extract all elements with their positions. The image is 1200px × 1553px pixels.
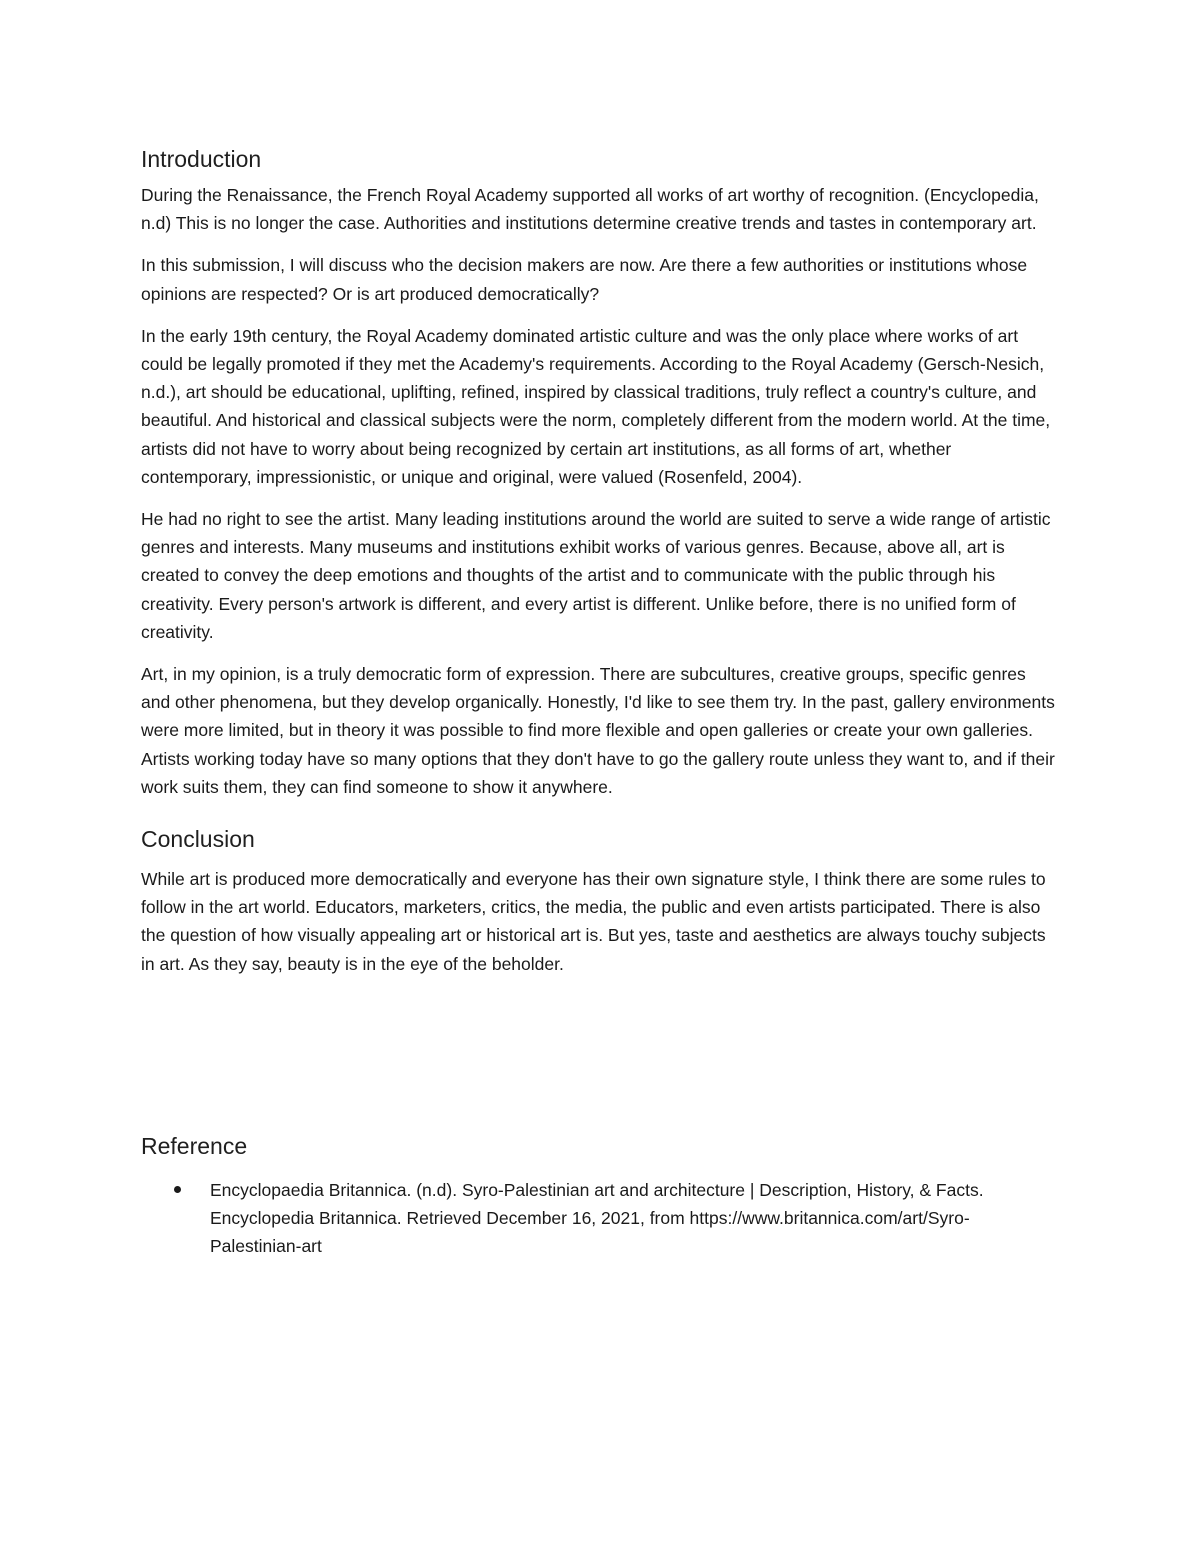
reference-list-item [141,1176,1056,1261]
reference-text: Encyclopaedia Britannica. (n.d). Syro-Palestinian art and architecture | Description, History, & Facts. Encyclopedia Britannica. Retrieved December 16, 2021, from https://www.britannica.com/art/Syro-Palestinian-art [210,1179,984,1257]
conclusion-paragraph: While art is produced more democratically and everyone has their own signature style, I think there are some rules to follow in the art world. Educators, marketers, critics, the media, the public and even artists participated. There is also the question of how visually appealing art or historical art is. But yes, taste and aesthetics are always touchy subjects in art. As they say, beauty is in the eye of the beholder. [141,869,1046,974]
introduction-paragraph-4: He had no right to see the artist. Many leading institutions around the world are suited to serve a wide range of artistic genres and interests. Many museums and institutions exhibit works of various genres. Because, above all, art is created to convey the deep emotions and thoughts of the artist and to communicate with the public through his creativity. Every person's artwork is different, and every artist is different. Unlike before, there is no unified form of creativity. [141,509,1051,642]
introduction-heading: Introduction [141,146,262,172]
introduction-paragraph-3: In the early 19th century, the Royal Academy dominated artistic culture and was the only place where works of art could be legally promoted if they met the Academy's requirements. According to the Royal Academy (Gersch-Nesich, n.d.), art should be educational, uplifting, refined, inspired by classical traditions, truly reflect a country's culture, and beautiful. And historical and classical subjects were the norm, completely different from the modern world. At the time, artists did not have to worry about being recognized by certain art institutions, as all forms of art, whether contemporary, impressionistic, or unique and original, were valued (Rosenfeld, 2004). [141,325,1051,487]
reference-heading: Reference [141,1132,248,1159]
introduction-paragraph-5: Art, in my opinion, is a truly democratic form of expression. There are subcultures, creative groups, specific genres and other phenomena, but they develop organically. Honestly, I'd like to see them try. In the past, gallery environments were more limited, but in theory it was possible to find more flexible and open galleries or create your own galleries. Artists working today have so many options that they don't have to go the gallery route unless they want to, and if their work suits them, they can find someone to show it anywhere. [141,664,1055,797]
bullet-icon [174,1186,181,1193]
introduction-paragraph-1: During the Renaissance, the French Royal Academy supported all works of art worthy of recognition. (Encyclopedia, n.d) This is no longer the case. Authorities and institutions determine creative trends and tastes in contemporary art. [141,185,1039,234]
introduction-paragraph-2: In this submission, I will discuss who the decision makers are now. Are there a few authorities or institutions whose opinions are respected? Or is art produced democratically? [141,255,1028,304]
reference-list [141,1176,1056,1261]
conclusion-heading: Conclusion [141,826,255,853]
document-body [141,141,1056,1260]
